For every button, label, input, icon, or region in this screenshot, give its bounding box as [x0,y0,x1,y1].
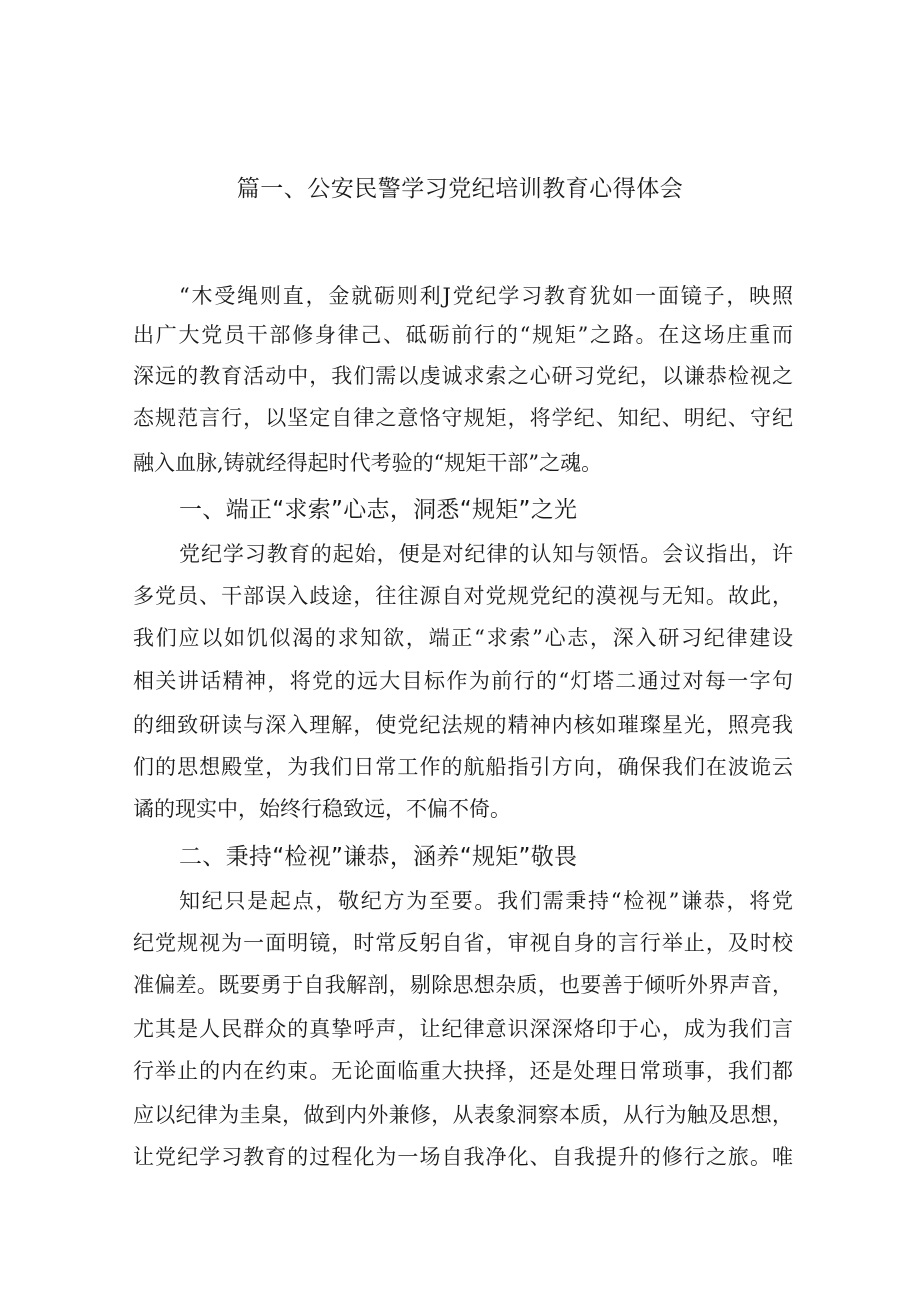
paragraph-line: 相关讲话精神，将党的远大目标作为前行的“灯塔二通过对每一字句 [133,669,793,693]
paragraph-line: 们的思想殿堂，为我们日常工作的航船指引方向，确保我们在波诡云 [133,755,793,779]
paragraph-line: 融入血脉,铸就经得起时代考验的“规矩干部”之魂。 [133,451,603,475]
section-heading: 一、端正“求索”心志，洞悉“规矩”之光 [179,497,578,523]
paragraph-line: 党纪学习教育的起始，便是对纪律的认知与领悟。会议指出，许 [179,542,793,566]
paragraph-line: 多党员、干部误入歧途，往往源自对党规党纪的漠视与无知。故此， [133,584,793,608]
paragraph-line: 应以纪律为圭臬，做到内外兼修，从表象洞察本质，从行为触及思想， [133,1103,793,1127]
paragraph-line: 出广大党员干部修身律己、砥砺前行的“规矩”之路。在这场庄重而 [133,323,793,347]
paragraph-line: 我们应以如饥似渴的求知欲，端正“求索”心志，深入研习纪律建设 [133,626,793,650]
paragraph-line: 态规范言行，以坚定自律之意恪守规矩，将学纪、知纪、明纪、守纪 [133,406,793,430]
document-title: 篇一、公安民警学习党纪培训教育心得体会 [236,176,684,202]
section-heading: 二、秉持“检视”谦恭，涵养“规矩”敬畏 [179,844,578,870]
paragraph-line: 纪党规视为一面明镜，时常反躬自省，审视自身的言行举止，及时校 [133,931,793,955]
paragraph-line: 谲的现实中，始终行稳致远，不偏不倚。 [133,797,511,821]
paragraph-line: 行举止的内在约束。无论面临重大抉择，还是处理日常琐事，我们都 [133,1059,793,1083]
paragraph-line: 的细致研读与深入理解，使党纪法规的精神内核如璀璨星光，照亮我 [133,713,793,737]
paragraph-line: “木受绳则直，金就砺则利J党纪学习教育犹如一面镜子，映照 [179,284,793,308]
paragraph-line: 准偏差。既要勇于自我解剖，剔除思想杂质，也要善于倾听外界声音， [133,973,793,997]
paragraph-line: 知纪只是起点，敬纪方为至要。我们需秉持“检视”谦恭，将党 [179,889,793,913]
paragraph-line: 尤其是人民群众的真挚呼声，让纪律意识深深烙印于心，成为我们言 [133,1017,793,1041]
paragraph-line: 深远的教育活动中，我们需以虔诚求索之心研习党纪，以谦恭检视之 [133,364,793,388]
paragraph-line: 让党纪学习教育的过程化为一场自我净化、自我提升的修行之旅。唯 [133,1145,793,1169]
